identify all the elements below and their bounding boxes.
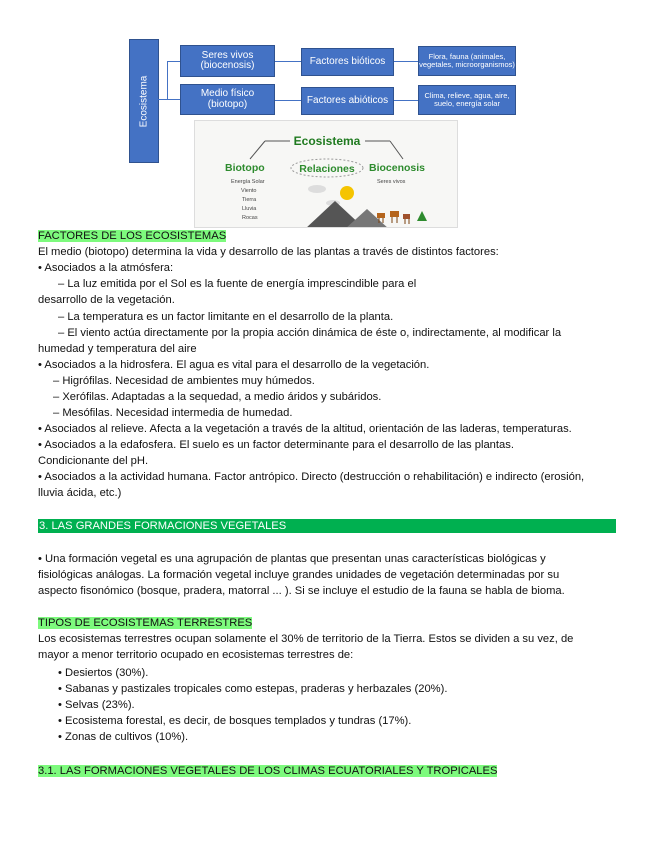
paragraph-line: • Asociados a la edafosfera. El suelo es un factor determinante para el desarrollo de las plantas. [38,439,514,451]
paragraph-line: – Higrófilas. Necesidad de ambientes muy húmedos. [53,375,315,387]
biotopo-item: Tierra [242,197,257,203]
section-heading-factores: FACTORES DE LOS ECOSISTEMAS [38,230,227,242]
diagram-root-box [129,39,159,163]
animal-icon [390,211,399,217]
paragraph-line: – La temperatura es un factor limitante en el desarrollo de la planta. [58,311,394,323]
paragraph-line: – El viento actúa directamente por la propia acción dinámica de éste o, indirectamente, al modificar la [58,327,562,339]
list-item: • Ecosistema forestal, es decir, de bosques templados y tundras (17%). [58,715,412,727]
paragraph-line: aspecto fisonómico (bosque, pradera, matorral ... ). Si se incluye el estudio de la fauna se habla de bioma. [38,585,565,597]
list-item: • Selvas (23%). [58,699,135,711]
abioticos-detail-box: Clima, relieve, agua, aire, suelo, energía solar [418,85,516,115]
paragraph-line: humedad y temperatura del aire [38,343,197,355]
seres-vivos-box: Seres vivos (biocenosis) [180,45,275,77]
cloud-icon [308,185,326,193]
paragraph-line: • Asociados a la atmósfera: [38,262,174,274]
connector [157,99,167,100]
paragraph-line: • Asociados a la actividad humana. Factor antrópico. Directo (destrucción o rehabilitación) e indirecto (erosión, [38,471,585,483]
paragraph-line: lluvia ácida, etc.) [38,487,122,499]
bioticos-detail-box: Flora, fauna (animales, vegetales, microorganismos) [418,46,516,76]
paragraph-line: – Mesófilas. Necesidad intermedia de humedad. [53,407,293,419]
section-heading-climas: 3.1. LAS FORMACIONES VEGETALES DE LOS CLIMAS ECUATORIALES Y TROPICALES [38,765,498,777]
paragraph-line: – Xerófilas. Adaptadas a la sequedad, a medio áridos y subáridos. [53,391,382,403]
section-heading-formaciones: 3. LAS GRANDES FORMACIONES VEGETALES [38,519,616,533]
biotopo-item: Rocas [242,215,258,221]
paragraph-line: desarrollo de la vegetación. [38,294,175,306]
list-item: • Zonas de cultivos (10%). [58,731,189,743]
diagram-root-label: Ecosistema [138,75,150,127]
biotopo-label: Biotopo [225,162,265,174]
factores-abioticos-box: Factores abióticos [301,87,394,115]
biotopo-item: Lluvia [242,206,257,212]
connector [167,99,180,100]
paragraph-line: • Asociados a la hidrosfera. El agua es vital para el desarrollo de la vegetación. [38,359,430,371]
ecosystem-diagram [0,0,655,230]
paragraph-line: Los ecosistemas terrestres ocupan solamente el 30% de territorio de la Tierra. Estos se dividen a su vez, de [38,633,574,645]
paragraph-line: – La luz emitida por el Sol es la fuente de energía imprescindible para el [58,278,417,290]
section-heading-tipos: TIPOS DE ECOSISTEMAS TERRESTRES [38,617,253,629]
connector [394,100,418,101]
biotopo-item: Viento [241,188,257,194]
paragraph-line: fisiológicas análogas. La formación vegetal incluye grandes unidades de vegetación determinadas por su [38,569,560,581]
connector [167,61,168,100]
biocenosis-item: Seres vivos [377,179,406,185]
animal-icon [377,213,385,218]
animal-icon [403,214,410,219]
paragraph-line: Condicionante del pH. [38,455,149,467]
connector [275,61,301,62]
factores-bioticos-box: Factores bióticos [301,48,394,76]
biocenosis-label: Biocenosis [369,162,426,174]
tree-icon [417,211,427,221]
paragraph-line: El medio (biotopo) determina la vida y desarrollo de las plantas a través de distintos factores: [38,246,499,258]
illustration-title: Ecosistema [293,134,361,148]
biotopo-item: Energía Solar [231,179,265,185]
medio-fisico-box: Medio físico (biotopo) [180,84,275,115]
paragraph-line: • Asociados al relieve. Afecta a la vegetación a través de la altitud, orientación de las laderas, temperaturas. [38,423,572,435]
sun-icon [340,186,354,200]
paragraph-line: mayor a menor territorio ocupado en ecosistemas terrestres de: [38,649,354,661]
connector [394,61,418,62]
ecosystem-illustration [194,120,458,228]
paragraph-line: • Una formación vegetal es una agrupación de plantas que presentan unas características biológicas y [38,553,546,565]
connector [167,61,180,62]
list-item: • Sabanas y pastizales tropicales como estepas, praderas y herbazales (20%). [58,683,448,695]
connector [275,100,301,101]
list-item: • Desiertos (30%). [58,667,149,679]
relaciones-label: Relaciones [299,163,355,175]
